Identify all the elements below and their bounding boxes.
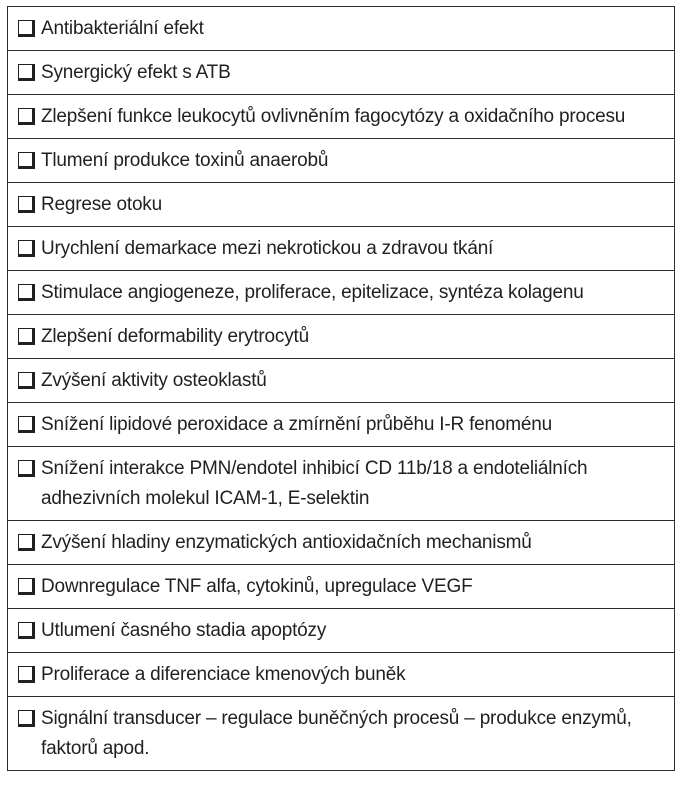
table-row [8,51,675,95]
checkbox-square-icon [18,416,35,433]
table-cell [8,7,675,51]
checkbox-square-icon [18,666,35,683]
item-text: Downregulace TNF alfa, cytokinů, upregulace VEGF [41,576,473,597]
item-text: Stimulace angiogeneze, proliferace, epitelizace, syntéza kolagenu [41,282,584,303]
table-row [8,403,675,447]
item-text: Urychlení demarkace mezi nekrotickou a zdravou tkání [41,238,494,259]
table-row [8,697,675,771]
checkbox-square-icon [18,710,35,727]
table-row [8,95,675,139]
checkbox-square-icon [18,460,35,477]
checkbox-square-icon [18,240,35,257]
checkbox-square-icon [18,578,35,595]
item-text: Snížení lipidové peroxidace a zmírnění průběhu I-R fenoménu [41,414,553,435]
checkbox-square-icon [18,284,35,301]
item-text: Zvýšení hladiny enzymatických antioxidačních mechanismů [41,532,532,553]
table-row [8,7,675,51]
checkbox-square-icon [18,328,35,345]
item-text: Zvýšení aktivity osteoklastů [41,370,267,391]
table-row [8,565,675,609]
table-cell [8,95,675,139]
item-text: Snížení interakce PMN/endotel inhibicí CD 11b/18 a endoteliálních adhezivních molekul ICAM-1, E-selektin [41,458,588,509]
checkbox-square-icon [18,372,35,389]
effects-table [7,6,675,771]
item-text: Signální transducer – regulace buněčných procesů – produkce enzymů, faktorů apod. [41,708,632,759]
item-text: Proliferace a diferenciace kmenových buněk [41,664,406,685]
table-cell [8,51,675,95]
table-cell [8,653,675,697]
table-cell [8,521,675,565]
table-cell [8,565,675,609]
item-text: Tlumení produkce toxinů anaerobů [41,150,329,171]
table-cell [8,183,675,227]
table-row [8,139,675,183]
item-text: Zlepšení deformability erytrocytů [41,326,309,347]
table-row [8,271,675,315]
table-row [8,359,675,403]
table-row [8,227,675,271]
checkbox-square-icon [18,64,35,81]
table-cell [8,697,675,771]
checkbox-square-icon [18,534,35,551]
table-row [8,653,675,697]
table-row [8,315,675,359]
item-text: Utlumení časného stadia apoptózy [41,620,327,641]
item-text: Zlepšení funkce leukocytů ovlivněním fagocytózy a oxidačního procesu [41,106,626,127]
checkbox-square-icon [18,20,35,37]
table-row [8,521,675,565]
checkbox-square-icon [18,196,35,213]
table-cell [8,315,675,359]
table-row [8,183,675,227]
table-row [8,609,675,653]
table-cell [8,139,675,183]
table-cell [8,227,675,271]
checkbox-square-icon [18,152,35,169]
table-row [8,447,675,521]
table-cell [8,271,675,315]
checkbox-square-icon [18,108,35,125]
checkbox-square-icon [18,622,35,639]
table-cell [8,447,675,521]
table-cell [8,359,675,403]
item-text: Antibakteriální efekt [41,18,204,39]
table-cell [8,403,675,447]
item-text: Regrese otoku [41,194,162,215]
item-text: Synergický efekt s ATB [41,62,231,83]
table-cell [8,609,675,653]
